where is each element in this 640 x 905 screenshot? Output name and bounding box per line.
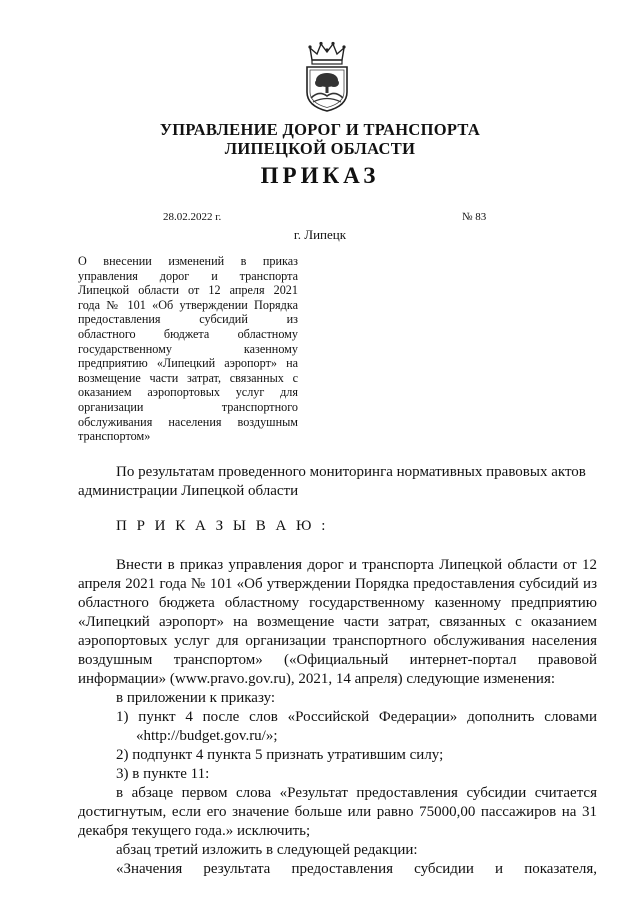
preamble-line: администрации Липецкой области [78, 483, 299, 499]
preamble-line: По результатам проведенного мониторинга нормативных правовых актов [116, 464, 586, 480]
body-line: воздушным транспортом» («Официальный интернет-портал правовой [78, 652, 597, 668]
order-date: 28.02.2022 г. [163, 211, 222, 223]
order-directive-word: П Р И К А З Ы В А Ю : [116, 518, 329, 534]
preamble [78, 463, 597, 501]
body-line: Внести в приказ управления дорог и транспорта Липецкой области от 12 [116, 557, 597, 573]
body-line: 1) пункт 4 после слов «Российской Федерации» дополнить словами [116, 709, 597, 725]
body-line: достигнутым, если его значение больше или равно 75000,00 пассажиров на 31 [78, 804, 597, 820]
body-line: «Липецкий аэропорт» на возмещение части затрат, связанных с оказанием [78, 614, 597, 630]
organization-name-line1: УПРАВЛЕНИЕ ДОРОГ И ТРАНСПОРТА [159, 120, 481, 139]
subject-line: возмещение части затрат, связанных с [78, 370, 298, 385]
order-subject [78, 254, 298, 444]
subject-line: государственному казенному [78, 341, 298, 356]
subject-line: предоставления субсидий из [78, 312, 298, 327]
subject-line: организации транспортного [78, 399, 298, 414]
body-line: «http://budget.gov.ru/»; [136, 728, 278, 744]
body-line: декабря текущего года.» исключить; [78, 823, 311, 839]
body-line: в приложении к приказу: [116, 690, 276, 706]
subject-line: предприятию «Липецкий аэропорт» на [78, 356, 298, 371]
body-line: информации» (www.pravo.gov.ru), 2021, 14 апреля) следующие изменения: [78, 671, 556, 687]
subject-line: Липецкой области от 12 апреля 2021 [78, 283, 298, 298]
body-line: аэропортовых услуг для организации транспортного обслуживания населения [78, 633, 597, 649]
subject-line: областного бюджета областному [78, 326, 298, 341]
subject-line: транспортом» [78, 429, 151, 444]
document-type-title: ПРИКАЗ [260, 163, 380, 188]
body-line: 3) в пункте 11: [116, 766, 210, 782]
body-line: областного бюджета областному государственному казенному предприятию [78, 595, 597, 611]
coat-of-arms-emblem [304, 40, 350, 112]
subject-line: О внесении изменений в приказ [78, 254, 298, 268]
city-name: г. Липецк [293, 227, 347, 242]
body-line: в абзаце первом слова «Результат предоставления субсидии считается [116, 785, 597, 801]
subject-line: управления дорог и транспорта [78, 268, 298, 283]
organization-name-line2: ЛИПЕЦКОЙ ОБЛАСТИ [224, 139, 416, 158]
body-line: 2) подпункт 4 пункта 5 признать утратившим силу; [116, 747, 444, 763]
body-line: абзац третий изложить в следующей редакции: [116, 842, 418, 858]
subject-line: оказанием аэропортовых услуг для [78, 385, 298, 400]
body-line: апреля 2021 года № 101 «Об утверждении Порядка предоставления субсидий из [78, 576, 597, 592]
order-body [78, 556, 597, 879]
subject-line: года № 101 «Об утверждении Порядка [78, 297, 298, 312]
body-line: «Значения результата предоставления субсидии и показателя, [116, 861, 597, 877]
subject-line: обслуживания населения воздушным [78, 414, 298, 429]
order-number: № 83 [462, 211, 487, 223]
